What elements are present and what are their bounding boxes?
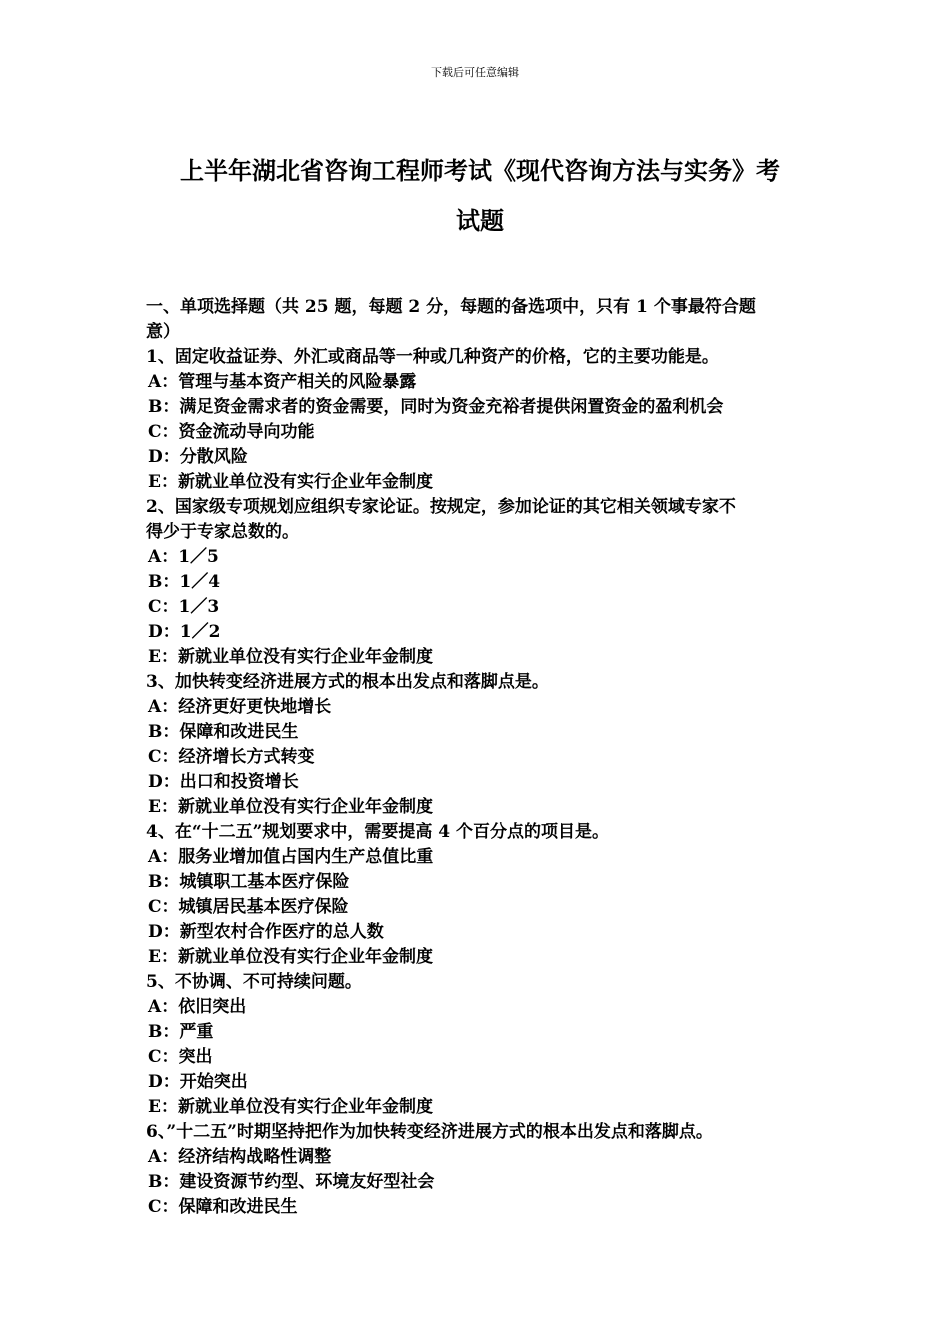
answer-option: C：经济增长方式转变 [148, 747, 315, 767]
answer-option: B：建设资源节约型、环境友好型社会 [148, 1172, 435, 1192]
answer-option: A：1／5 [148, 547, 219, 567]
answer-option: C：资金流动导向功能 [148, 422, 315, 442]
answer-option: C：1／3 [148, 597, 220, 617]
answer-option: C：保障和改进民生 [148, 1197, 298, 1217]
question-stem: 得少于专家总数的。 [146, 522, 299, 542]
document-title-line-1: 上半年湖北省咨询工程师考试《现代咨询方法与实务》考 [180, 156, 780, 185]
answer-option: A：经济结构战略性调整 [148, 1147, 332, 1167]
answer-option: D：分散风险 [148, 447, 248, 467]
answer-option: A：服务业增加值占国内生产总值比重 [148, 847, 434, 867]
answer-option: D：开始突出 [148, 1072, 248, 1092]
question-list [146, 345, 808, 1220]
question-item [146, 495, 808, 670]
section-heading-line-1: 一、单项选择题（共 25 题，每题 2 分，每题的备选项中，只有 1 个事最符合题 [146, 297, 756, 317]
question-stem: 5、不协调、不可持续问题。 [146, 972, 362, 992]
question-stem: 4、在“十二五”规划要求中，需要提高 4 个百分点的项目是。 [146, 822, 610, 842]
answer-option: B：满足资金需求者的资金需要，同时为资金充裕者提供闲置资金的盈利机会 [148, 397, 724, 417]
question-item [146, 670, 808, 820]
answer-option: D：新型农村合作医疗的总人数 [148, 922, 384, 942]
answer-option: E：新就业单位没有实行企业年金制度 [148, 472, 433, 492]
answer-option: A：依旧突出 [148, 997, 247, 1017]
answer-option: D：出口和投资增长 [148, 772, 299, 792]
header-note: 下载后可任意编辑 [431, 66, 519, 79]
question-item [146, 345, 808, 495]
question-item [146, 970, 808, 1120]
answer-option: C：城镇居民基本医疗保险 [148, 897, 349, 917]
question-stem: 6、”十二五”时期坚持把作为加快转变经济进展方式的根本出发点和落脚点。 [146, 1122, 713, 1142]
answer-option: D：1／2 [148, 622, 221, 642]
answer-option: C：突出 [148, 1047, 213, 1067]
section-heading-line-2: 意） [146, 322, 180, 342]
question-stem: 2、国家级专项规划应组织专家论证。按规定，参加论证的其它相关领域专家不 [146, 497, 736, 517]
answer-option: B：保障和改进民生 [148, 722, 299, 742]
question-item [146, 820, 808, 970]
document-title [150, 146, 810, 246]
answer-option: A：管理与基本资产相关的风险暴露 [148, 372, 417, 392]
answer-option: E：新就业单位没有实行企业年金制度 [148, 797, 433, 817]
question-stem: 3、加快转变经济进展方式的根本出发点和落脚点是。 [146, 672, 549, 692]
answer-option: A：经济更好更快地增长 [148, 697, 332, 717]
question-stem: 1、固定收益证券、外汇或商品等一种或几种资产的价格，它的主要功能是。 [146, 347, 719, 367]
answer-option: B：1／4 [148, 572, 221, 592]
question-item [146, 1120, 808, 1220]
answer-option: B：城镇职工基本医疗保险 [148, 872, 350, 892]
document-body [146, 295, 808, 1220]
answer-option: E：新就业单位没有实行企业年金制度 [148, 1097, 433, 1117]
answer-option: E：新就业单位没有实行企业年金制度 [148, 947, 433, 967]
document-title-line-2: 试题 [456, 206, 504, 235]
answer-option: E：新就业单位没有实行企业年金制度 [148, 647, 433, 667]
answer-option: B：严重 [148, 1022, 214, 1042]
